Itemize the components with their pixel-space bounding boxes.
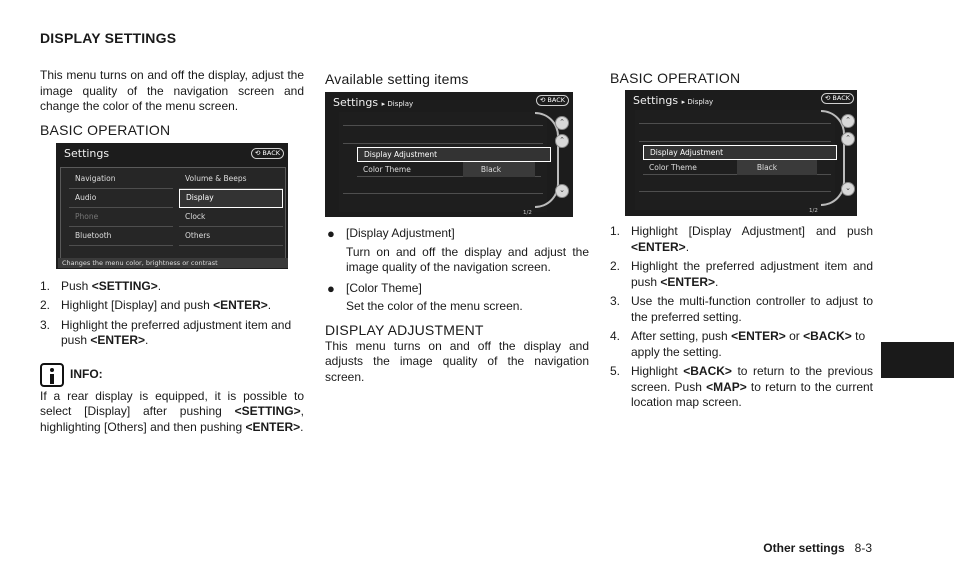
step-1: 1. Push <SETTING>.: [40, 278, 162, 293]
bullet-icon: ●: [327, 226, 335, 241]
step-4: 4. After setting, push <ENTER> or <BACK> to apply the setting.: [610, 329, 866, 359]
menu-item-audio: Audio: [69, 189, 173, 208]
step-2: 2. Highlight the preferred adjustment item and push <ENTER>.: [610, 259, 873, 289]
back-arrow-icon: ⟲: [824, 94, 831, 102]
back-button: [821, 93, 854, 104]
back-button: [251, 148, 284, 159]
display-adjustment-heading: DISPLAY ADJUSTMENT: [325, 321, 484, 338]
list-item-display-adjustment: Display Adjustment: [643, 145, 837, 160]
step-5: 5. Highlight <BACK> to return to the previous screen. Push <MAP> to return to the current location map screen.: [610, 364, 874, 409]
step-1: 1. Highlight [Display Adjustment] and push <ENTER>.: [610, 224, 873, 254]
available-items-heading: Available setting items: [325, 71, 469, 87]
list-item-display-adjustment: Display Adjustment: [357, 147, 551, 162]
screen-title: Settings ▸ Display: [333, 96, 414, 109]
step-2: 2. Highlight [Display] and push <ENTER>.: [40, 298, 272, 312]
footer-section: Other settings: [763, 541, 845, 555]
column-1: [40, 68, 304, 435]
column-2: [325, 70, 589, 385]
menu-item-bluetooth: Bluetooth: [69, 227, 173, 246]
info-label: INFO:: [70, 366, 103, 381]
page-footer: [763, 541, 872, 557]
menu-item-clock: Clock: [179, 208, 283, 227]
scroll-top-icon: ⌃: [841, 114, 855, 128]
settings-screen-image: [56, 143, 288, 269]
menu-panel: [60, 167, 286, 259]
info-header: [40, 363, 304, 387]
color-theme-value: Black: [463, 162, 535, 178]
menu-item-phone: Phone: [69, 208, 173, 227]
color-theme-value: Black: [737, 160, 817, 176]
footer-page-number: 8-3: [854, 541, 872, 555]
list-panel: [339, 112, 547, 212]
screen-title: Settings ▸ Display: [633, 94, 714, 107]
steps-list: [40, 279, 304, 349]
back-arrow-icon: ⟲: [254, 148, 261, 157]
bullet-color-theme: ● [Color Theme] Set the color of the menu screen.: [327, 280, 523, 313]
list-item-color-theme: Color Theme Black: [643, 161, 831, 175]
basic-operation-heading-2: BASIC OPERATION: [610, 70, 741, 86]
screen-title: Settings: [64, 146, 110, 160]
scroll-up-icon: ⌃: [555, 134, 569, 148]
menu-item-display: Display: [179, 189, 283, 208]
list-panel: [635, 110, 835, 210]
back-label: BACK: [832, 94, 850, 102]
scroll-top-icon: ⌃: [555, 116, 569, 130]
steps-list-2: [610, 224, 873, 411]
status-bar: Changes the menu color, brightness or contrast: [58, 258, 288, 268]
scroll-down-icon: ⌄: [555, 184, 569, 198]
step-3: 3. Highlight the preferred adjustment item and push <ENTER>.: [40, 317, 292, 347]
column-3: [610, 69, 873, 415]
display-settings-screen-image: [325, 92, 573, 217]
bullet-icon: ●: [327, 280, 335, 296]
step-3: 3. Use the multi-function controller to adjust to the preferred setting.: [610, 294, 873, 324]
display-settings-screen-image-2: [625, 90, 857, 216]
page-title: DISPLAY SETTINGS: [40, 30, 177, 46]
chapter-tab: [881, 342, 954, 378]
back-label: BACK: [262, 148, 280, 157]
menu-item-volume-beeps: Volume & Beeps: [179, 170, 283, 189]
display-adjustment-paragraph: This menu turns on and off the display and adjusts the image quality of the navigation screen.: [325, 338, 589, 384]
back-button: [536, 95, 569, 106]
list-item-color-theme: Color Theme Black: [357, 163, 541, 177]
back-arrow-icon: ⟲: [539, 96, 546, 104]
back-label: BACK: [547, 96, 565, 104]
scroll-down-icon: ⌄: [841, 182, 855, 196]
page-indicator: 1/2: [523, 210, 532, 216]
bullet-display-adjustment: ● [Display Adjustment] Turn on and off the display and adjust the image quality of the navigation screen.: [327, 226, 589, 274]
menu-item-navigation: Navigation: [69, 170, 173, 189]
page-indicator: 1/2: [809, 208, 818, 214]
menu-item-others: Others: [179, 227, 283, 246]
basic-operation-heading: BASIC OPERATION: [40, 121, 171, 138]
info-icon: [40, 363, 64, 387]
info-paragraph: If a rear display is equipped, it is possible to select [Display] after pushing <SETTING>, highlighting [Others] and then pushing <ENTER>.: [40, 388, 304, 434]
intro-paragraph: This menu turns on and off the display, adjust the image quality of the navigation screen and change the color of the menu screen.: [40, 68, 304, 113]
setting-items-list: [325, 226, 589, 315]
scroll-up-icon: ⌃: [841, 132, 855, 146]
